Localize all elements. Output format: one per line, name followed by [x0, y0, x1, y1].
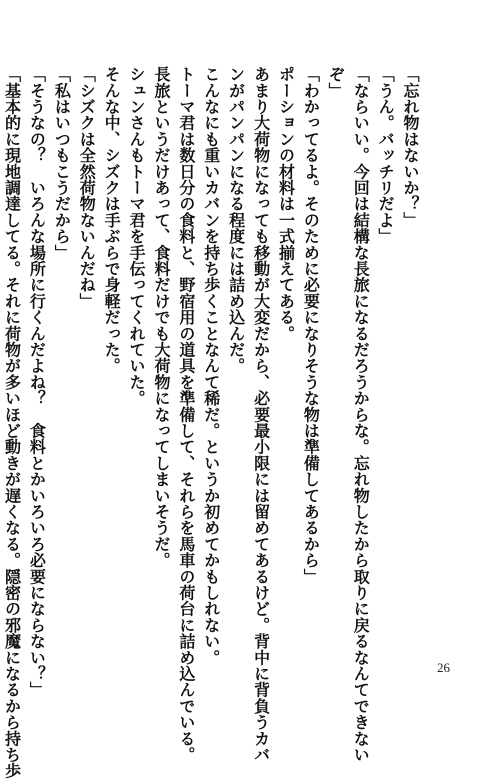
text-line: 長旅というだけあって、食料だけでも大荷物になってしまいそうだ。: [151, 66, 171, 569]
vertical-text-body: [2, 66, 422, 779]
text-line: ポーションの材料は一式揃えてある。: [276, 66, 296, 342]
text-line: トーマ君は数日分の食料と、野宿用の道具を準備して、それらを馬車の荷台に詰め込んでいる。: [176, 66, 196, 763]
text-line: シュンさんもトーマ君を手伝ってくれていた。: [127, 66, 147, 407]
text-line: 「忘れ物はないか？」: [401, 66, 420, 228]
text-line: こんなにも重いカバンを持ち歩くことなんて稀だ。というか初めてかもしれない。: [201, 66, 221, 666]
text-line: ぞ」: [326, 66, 346, 99]
text-line: ンがパンパンになる程度には詰め込んだ。: [226, 66, 246, 374]
text-line: あまり大荷物になっても移動が大変だから、必要最小限には留めてあるけど。背中に背負うカバ: [251, 66, 271, 763]
text-line: 「シズクは全然荷物ないんだね」: [77, 66, 97, 309]
text-line: そんな中、シズクは手ぶらで身軽だった。: [102, 66, 122, 374]
text-line: 「基本的に現地調達してる。それに荷物が多いほど動きが遅くなる。隠密の邪魔になるから持ち歩: [2, 66, 22, 779]
text-line: 「そうなの？ いろんな場所に行くんだよね？ 食料とかいろいろ必要にならない？」: [27, 66, 47, 698]
text-line: 「わかってるよ。そのために必要になりそうな物は準備してあるから」: [301, 66, 321, 585]
text-line: 「私はいつもこうだから」: [52, 66, 72, 261]
page-number: 26: [437, 660, 450, 675]
text-line: 「ならいい。今回は結構な長旅になるだろうからな。忘れ物したから取りに戻るなんてできない: [351, 66, 371, 763]
text-line: 「うん。バッチリだよ」: [376, 66, 396, 245]
